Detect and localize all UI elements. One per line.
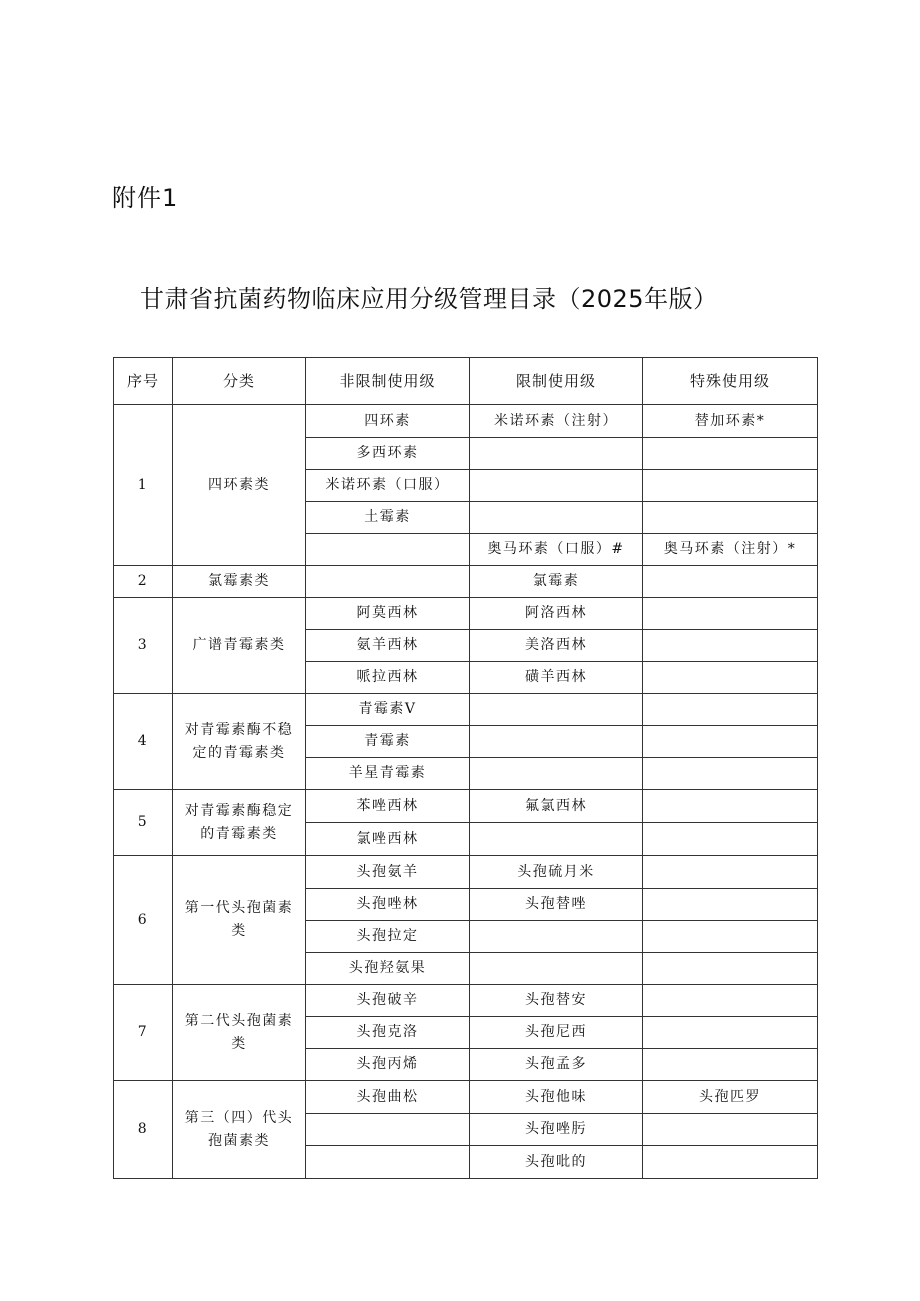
unrestricted-drug-cell: 米诺环素（口服） xyxy=(306,470,470,502)
serial-number-cell: 8 xyxy=(114,1081,173,1179)
unrestricted-drug-cell xyxy=(306,1114,470,1146)
unrestricted-drug-cell: 四环素 xyxy=(306,405,470,438)
special-drug-cell xyxy=(643,694,818,726)
special-drug-cell xyxy=(643,662,818,694)
special-drug-cell: 奥马环素（注射）* xyxy=(643,534,818,566)
restricted-drug-cell: 磺羊西林 xyxy=(470,662,643,694)
category-cell: 第二代头孢菌素类 xyxy=(173,985,306,1081)
table-body xyxy=(114,405,818,1179)
unrestricted-drug-cell: 头孢氨羊 xyxy=(306,856,470,889)
restricted-drug-cell: 头孢尼西 xyxy=(470,1017,643,1049)
table-row xyxy=(114,566,818,598)
restricted-drug-cell xyxy=(470,502,643,534)
special-drug-cell xyxy=(643,1114,818,1146)
table-row xyxy=(114,985,818,1017)
unrestricted-drug-cell xyxy=(306,534,470,566)
special-drug-cell xyxy=(643,1146,818,1179)
special-drug-cell xyxy=(643,598,818,630)
special-drug-cell xyxy=(643,985,818,1017)
special-drug-cell xyxy=(643,1017,818,1049)
table-row xyxy=(114,405,818,438)
header-serial: 序号 xyxy=(114,358,173,405)
restricted-drug-cell xyxy=(470,438,643,470)
header-restricted: 限制使用级 xyxy=(470,358,643,405)
serial-number-cell: 7 xyxy=(114,985,173,1081)
special-drug-cell xyxy=(643,856,818,889)
restricted-drug-cell: 氯霉素 xyxy=(470,566,643,598)
restricted-drug-cell xyxy=(470,470,643,502)
special-drug-cell: 头孢匹罗 xyxy=(643,1081,818,1114)
restricted-drug-cell: 头孢吡的 xyxy=(470,1146,643,1179)
unrestricted-drug-cell xyxy=(306,1146,470,1179)
special-drug-cell xyxy=(643,438,818,470)
header-special: 特殊使用级 xyxy=(643,358,818,405)
unrestricted-drug-cell xyxy=(306,566,470,598)
restricted-drug-cell: 头孢替安 xyxy=(470,985,643,1017)
special-drug-cell xyxy=(643,953,818,985)
restricted-drug-cell: 美洛西林 xyxy=(470,630,643,662)
special-drug-cell xyxy=(643,1049,818,1081)
unrestricted-drug-cell: 多西环素 xyxy=(306,438,470,470)
unrestricted-drug-cell: 头孢曲松 xyxy=(306,1081,470,1114)
restricted-drug-cell: 奥马环素（口服）# xyxy=(470,534,643,566)
attachment-label: 附件1 xyxy=(112,184,179,212)
restricted-drug-cell xyxy=(470,694,643,726)
restricted-drug-cell: 氟氯西林 xyxy=(470,790,643,823)
special-drug-cell xyxy=(643,502,818,534)
category-cell: 对青霉素酶稳定的青霉素类 xyxy=(173,790,306,856)
unrestricted-drug-cell: 头孢破辛 xyxy=(306,985,470,1017)
category-cell: 四环素类 xyxy=(173,405,306,566)
restricted-drug-cell xyxy=(470,726,643,758)
restricted-drug-cell: 头孢他味 xyxy=(470,1081,643,1114)
special-drug-cell xyxy=(643,889,818,921)
restricted-drug-cell xyxy=(470,953,643,985)
serial-number-cell: 2 xyxy=(114,566,173,598)
table-row xyxy=(114,694,818,726)
serial-number-cell: 3 xyxy=(114,598,173,694)
special-drug-cell xyxy=(643,630,818,662)
category-cell: 氯霉素类 xyxy=(173,566,306,598)
restricted-drug-cell: 头孢孟多 xyxy=(470,1049,643,1081)
unrestricted-drug-cell: 阿莫西林 xyxy=(306,598,470,630)
category-cell: 广谱青霉素类 xyxy=(173,598,306,694)
category-cell: 第一代头孢菌素类 xyxy=(173,856,306,985)
special-drug-cell xyxy=(643,566,818,598)
unrestricted-drug-cell: 氨羊西林 xyxy=(306,630,470,662)
table-row xyxy=(114,1081,818,1114)
special-drug-cell xyxy=(643,823,818,856)
special-drug-cell xyxy=(643,470,818,502)
table-row xyxy=(114,790,818,823)
category-cell: 对青霉素酶不稳定的青霉素类 xyxy=(173,694,306,790)
table-header-row xyxy=(114,358,818,405)
header-category: 分类 xyxy=(173,358,306,405)
table-row xyxy=(114,856,818,889)
restricted-drug-cell xyxy=(470,823,643,856)
unrestricted-drug-cell: 头孢拉定 xyxy=(306,921,470,953)
serial-number-cell: 1 xyxy=(114,405,173,566)
unrestricted-drug-cell: 头孢羟氨果 xyxy=(306,953,470,985)
unrestricted-drug-cell: 头孢唑林 xyxy=(306,889,470,921)
special-drug-cell: 替加环素* xyxy=(643,405,818,438)
special-drug-cell xyxy=(643,758,818,790)
unrestricted-drug-cell: 苯唑西林 xyxy=(306,790,470,823)
restricted-drug-cell: 头孢唑肟 xyxy=(470,1114,643,1146)
special-drug-cell xyxy=(643,921,818,953)
unrestricted-drug-cell: 头孢克洛 xyxy=(306,1017,470,1049)
unrestricted-drug-cell: 羊星青霉素 xyxy=(306,758,470,790)
unrestricted-drug-cell: 哌拉西林 xyxy=(306,662,470,694)
unrestricted-drug-cell: 青霉素V xyxy=(306,694,470,726)
header-unrestricted: 非限制使用级 xyxy=(306,358,470,405)
unrestricted-drug-cell: 青霉素 xyxy=(306,726,470,758)
restricted-drug-cell: 米诺环素（注射） xyxy=(470,405,643,438)
serial-number-cell: 4 xyxy=(114,694,173,790)
antibiotic-catalog-table xyxy=(113,357,818,1179)
serial-number-cell: 5 xyxy=(114,790,173,856)
restricted-drug-cell xyxy=(470,758,643,790)
document-title: 甘肃省抗菌药物临床应用分级管理目录（2025年版） xyxy=(140,285,718,313)
table-row xyxy=(114,598,818,630)
serial-number-cell: 6 xyxy=(114,856,173,985)
category-cell: 第三（四）代头孢菌素类 xyxy=(173,1081,306,1179)
restricted-drug-cell xyxy=(470,921,643,953)
restricted-drug-cell: 头孢替唑 xyxy=(470,889,643,921)
restricted-drug-cell: 阿洛西林 xyxy=(470,598,643,630)
special-drug-cell xyxy=(643,790,818,823)
special-drug-cell xyxy=(643,726,818,758)
unrestricted-drug-cell: 土霉素 xyxy=(306,502,470,534)
restricted-drug-cell: 头孢硫月米 xyxy=(470,856,643,889)
unrestricted-drug-cell: 氯唑西林 xyxy=(306,823,470,856)
unrestricted-drug-cell: 头孢丙烯 xyxy=(306,1049,470,1081)
